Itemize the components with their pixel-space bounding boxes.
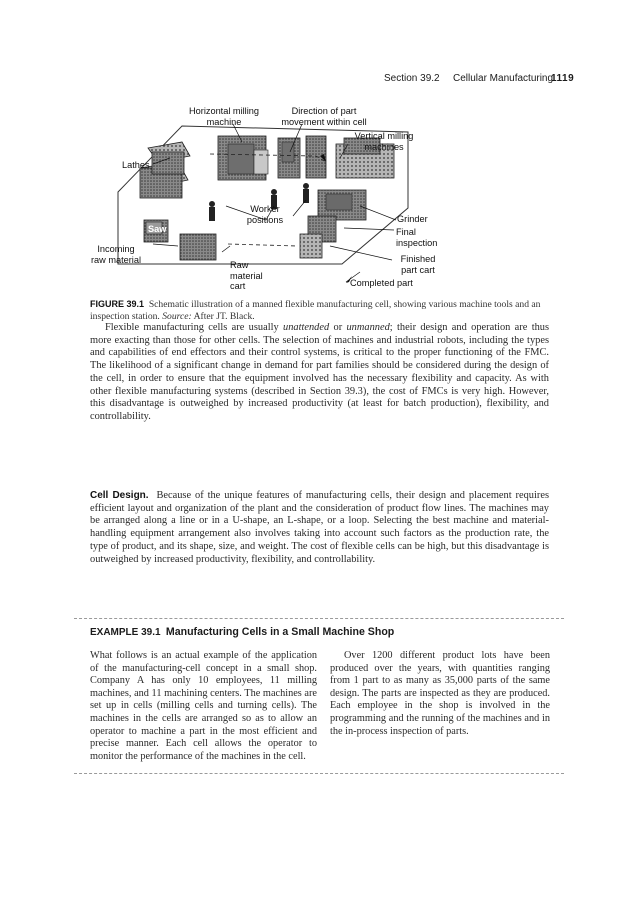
body-paragraph-cell-design: Cell Design. Because of the unique features of manufacturing cells, their design and placement requires efficient layout and organization of the plant and the consideration of product flow lines. The machines may be arranged along a line or in a U-shape, an L-shape, or a loop. Selecting the best machine and material-handling equipment arrangement also involves taking into account such factors as the production rate, the type of product, and its shape, size, and weight. The cost of flexible cells can be high, but this disadvantage is outweighed by increased productivity, flexibility, and controllability. [90,490,549,565]
incoming-material-pallet [180,234,216,260]
body-paragraph-fmc: Flexible manufacturing cells are usually unattended or unmanned; their design and operation are thus more exacting than those for other cells. The selection of machines and industrial robots, including the types and capabilities of end effectors and their control systems, is critical to the proper functioning of the FMC. The likelihood of a significant change in demand for part families should be considered during the design of the cell, in order to ensure that the equipment involved has the necessary flexibility and capacity. As with other flexible manufacturing systems (described in Section 39.3), the cost of FMCs is very high. However, this disadvantage is outweighed by increased productivity (at least for batch production), flexibility, and controllability. [90,322,550,422]
running-head [0,73,575,89]
page-number: 1119 [551,73,575,84]
caption-source-label: Source: [162,311,192,322]
label-saw: Saw [148,224,167,234]
caption-text: Schematic illustration of a manned flexible manufacturing cell, showing various machine tools and an inspection station. [90,299,541,322]
caption-source: After JT. Black. [193,311,255,322]
emphasis-unmanned: unmanned [346,322,390,333]
part-flow-path-bottom [228,244,298,246]
figure-number: FIGURE 39.1 [90,299,145,309]
example-number: EXAMPLE 39.1 [90,627,161,638]
label-incoming-raw-material: Incoming raw material [90,244,142,265]
label-raw-material-cart: Raw material cart [230,260,263,291]
running-head-title: Cellular Manufacturing [453,73,554,84]
example-right-column: Over 1200 different product lots have been produced over the years, with quantities ranging from 1 part to as many as 35,000 parts of the same design. The parts are inspected as they are produced. Each employee in the shop is involved in the programming and the running of the machines and in the in-process inspection of parts. [330,650,550,737]
horizontal-milling-machine [218,136,268,180]
example-heading [90,626,394,638]
running-head-section: Section 39.2 [384,73,440,84]
runin-heading-cell-design: Cell Design. [90,490,149,501]
grinder-and-inspection [300,190,366,258]
label-worker-positions: Worker positions [246,204,284,225]
example-rule-bottom [74,773,564,774]
label-direction-of-movement: Direction of part movement within cell [281,106,367,127]
label-lathes: Lathes [122,160,150,170]
example-rule-top [74,618,564,619]
example-left-column: What follows is an actual example of the application of the manufacturing-cell concept in a small shop. Company A has only 10 employees, 11 milling machines, and 11 machining centers. The machines are set up in cells (milling cells and turning cells). The machines in the cells are arranged so as to allow an operator to machine a part in the most efficient and precise manner. Each cell allows the operator to monitor the performance of the machines in the cell. [90,650,317,762]
label-horizontal-milling: Horizontal milling machine [189,106,259,127]
emphasis-unattended: unattended [283,322,330,333]
label-finished-part-cart: Finished part cart [400,254,436,275]
label-final-inspection: Final inspection [396,227,438,248]
figure-caption [90,298,550,323]
label-grinder: Grinder [397,214,428,224]
label-vertical-milling: Vertical milling machines [354,131,414,152]
figure-39-1 [78,96,558,296]
label-completed-part: Completed part [350,278,413,288]
example-title: Manufacturing Cells in a Small Machine Shop [165,626,395,638]
